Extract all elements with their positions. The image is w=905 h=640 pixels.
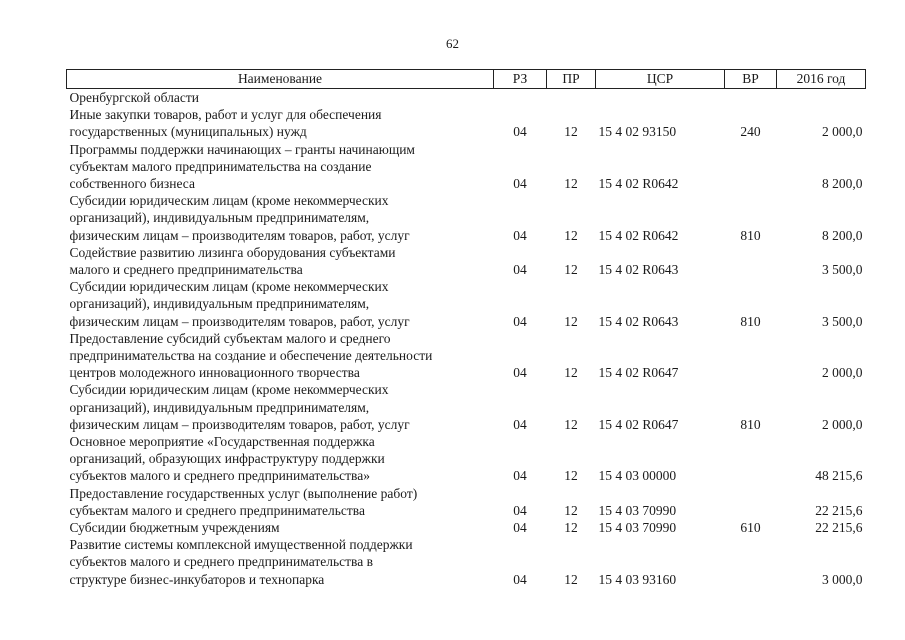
table-row [67, 244, 866, 278]
table-row [67, 536, 866, 588]
row-csr: 15 4 03 70990 [598, 502, 677, 518]
table-row [67, 106, 866, 140]
row-name-line: Программы поддержки начинающих – гранты начинающим [69, 141, 415, 157]
row-name-line: субъектов малого и среднего предпринимательства» [69, 468, 370, 484]
header-rz: РЗ [494, 70, 547, 89]
row-pr: 12 [564, 502, 578, 518]
row-csr [596, 89, 725, 107]
row-amount: 2 000,0 [822, 365, 863, 381]
table-row [67, 433, 866, 485]
row-name-line: Субсидии бюджетным учреждениям [69, 520, 280, 536]
row-name-cell [67, 330, 494, 382]
table-row [67, 141, 866, 193]
header-year: 2016 год [777, 70, 866, 89]
row-csr: 15 4 03 70990 [598, 520, 677, 536]
row-pr: 12 [564, 365, 578, 381]
row-vr: 810 [740, 227, 761, 243]
row-vr: 810 [740, 313, 761, 329]
row-csr: 15 4 02 R0647 [598, 416, 679, 432]
row-rz: 04 [513, 124, 527, 140]
header-csr: ЦСР [596, 70, 725, 89]
row-name-cell [67, 278, 494, 330]
row-name-cell [67, 536, 494, 588]
row-name-line: Развитие системы комплексной имущественной поддержки [69, 537, 413, 553]
row-pr: 12 [564, 227, 578, 243]
table-row [67, 192, 866, 244]
row-rz: 04 [513, 262, 527, 278]
row-name-cell [67, 192, 494, 244]
row-amount [777, 89, 866, 107]
row-name-line: собственного бизнеса [69, 176, 195, 192]
page-number: 62 [446, 36, 459, 51]
row-csr: 15 4 03 00000 [598, 468, 677, 484]
row-rz: 04 [513, 365, 527, 381]
header-vr: ВР [725, 70, 777, 89]
row-name-line: структуре бизнес-инкубаторов и технопарка [69, 571, 325, 587]
row-name-line: Основное мероприятие «Государственная поддержка [69, 434, 375, 450]
row-name-cell [67, 485, 494, 519]
row-pr: 12 [564, 571, 578, 587]
row-csr: 15 4 03 93160 [598, 571, 677, 587]
row-name-cell [67, 89, 494, 107]
table-row [67, 278, 866, 330]
row-amount: 3 000,0 [822, 571, 863, 587]
row-amount: 8 200,0 [822, 227, 863, 243]
row-amount: 22 215,6 [815, 502, 863, 518]
row-name-line: организаций, образующих инфраструктуру поддержки [69, 451, 385, 467]
row-name-line: Предоставление субсидий субъектам малого и среднего [69, 330, 391, 346]
row-vr [725, 141, 777, 193]
row-name-line: предпринимательства на создание и обеспечение деятельности [69, 348, 433, 364]
row-rz: 04 [513, 468, 527, 484]
row-amount: 2 000,0 [822, 124, 863, 140]
table-row [67, 89, 866, 107]
row-amount: 2 000,0 [822, 416, 863, 432]
row-name-cell [67, 381, 494, 433]
row-csr: 15 4 02 R0642 [598, 176, 679, 192]
row-vr [725, 536, 777, 588]
row-name-line: центров молодежного инновационного творчества [69, 365, 360, 381]
row-amount: 48 215,6 [815, 468, 863, 484]
row-rz: 04 [513, 502, 527, 518]
row-pr: 12 [564, 520, 578, 536]
row-vr [725, 330, 777, 382]
row-vr [725, 244, 777, 278]
row-pr: 12 [564, 416, 578, 432]
row-rz: 04 [513, 176, 527, 192]
row-name-line: организаций), индивидуальным предпринимателям, [69, 210, 370, 226]
row-name-line: Субсидии юридическим лицам (кроме некоммерческих [69, 193, 389, 209]
row-pr: 12 [564, 468, 578, 484]
row-pr: 12 [564, 176, 578, 192]
row-name-line: физическим лицам – производителям товаров, работ, услуг [69, 227, 410, 243]
row-name-line: физическим лицам – производителям товаров, работ, услуг [69, 416, 410, 432]
row-name-cell [67, 433, 494, 485]
row-rz: 04 [513, 313, 527, 329]
table-header-row [67, 70, 866, 89]
row-rz: 04 [513, 571, 527, 587]
row-vr [725, 433, 777, 485]
row-csr: 15 4 02 R0643 [598, 262, 679, 278]
table-row [67, 330, 866, 382]
row-amount: 22 215,6 [815, 520, 863, 536]
row-name-line: государственных (муниципальных) нужд [69, 124, 307, 140]
table-row [67, 381, 866, 433]
row-rz: 04 [513, 227, 527, 243]
row-name-line: Иные закупки товаров, работ и услуг для обеспечения [69, 107, 382, 123]
row-name-line: субъектам малого и среднего предпринимательства [69, 502, 365, 518]
row-vr [725, 89, 777, 107]
row-vr: 610 [740, 520, 761, 536]
row-name-cell [67, 106, 494, 140]
table-body [67, 89, 866, 588]
row-csr: 15 4 02 93150 [598, 124, 677, 140]
row-name-line: организаций), индивидуальным предпринимателям, [69, 296, 370, 312]
row-name-cell [67, 244, 494, 278]
row-amount: 3 500,0 [822, 313, 863, 329]
row-vr: 810 [740, 416, 761, 432]
row-pr [547, 89, 596, 107]
row-name-line: субъектов малого и среднего предпринимательства в [69, 554, 373, 570]
row-name-line: малого и среднего предпринимательства [69, 262, 303, 278]
row-name-cell [67, 519, 494, 536]
row-name-line: Оренбургской области [69, 90, 199, 105]
row-csr: 15 4 02 R0642 [598, 227, 679, 243]
row-name-line: Субсидии юридическим лицам (кроме некоммерческих [69, 279, 389, 295]
row-name-cell [67, 141, 494, 193]
row-csr: 15 4 02 R0647 [598, 365, 679, 381]
table-row [67, 485, 866, 519]
row-pr: 12 [564, 313, 578, 329]
row-rz: 04 [513, 520, 527, 536]
row-name-line: субъектам малого предпринимательства на создание [69, 158, 372, 174]
header-name: Наименование [67, 70, 494, 89]
row-csr: 15 4 02 R0643 [598, 313, 679, 329]
row-name-line: Предоставление государственных услуг (выполнение работ) [69, 485, 418, 501]
row-name-line: физическим лицам – производителям товаров, работ, услуг [69, 313, 410, 329]
row-vr: 240 [740, 124, 761, 140]
row-pr: 12 [564, 124, 578, 140]
row-rz [494, 89, 547, 107]
row-amount: 3 500,0 [822, 262, 863, 278]
budget-table [66, 69, 866, 588]
row-rz: 04 [513, 416, 527, 432]
row-amount: 8 200,0 [822, 176, 863, 192]
row-name-line: Субсидии юридическим лицам (кроме некоммерческих [69, 382, 389, 398]
row-pr: 12 [564, 262, 578, 278]
header-pr: ПР [547, 70, 596, 89]
row-name-line: организаций), индивидуальным предпринимателям, [69, 399, 370, 415]
row-vr [725, 485, 777, 519]
table-row [67, 519, 866, 536]
row-name-line: Содействие развитию лизинга оборудования субъектами [69, 244, 396, 260]
